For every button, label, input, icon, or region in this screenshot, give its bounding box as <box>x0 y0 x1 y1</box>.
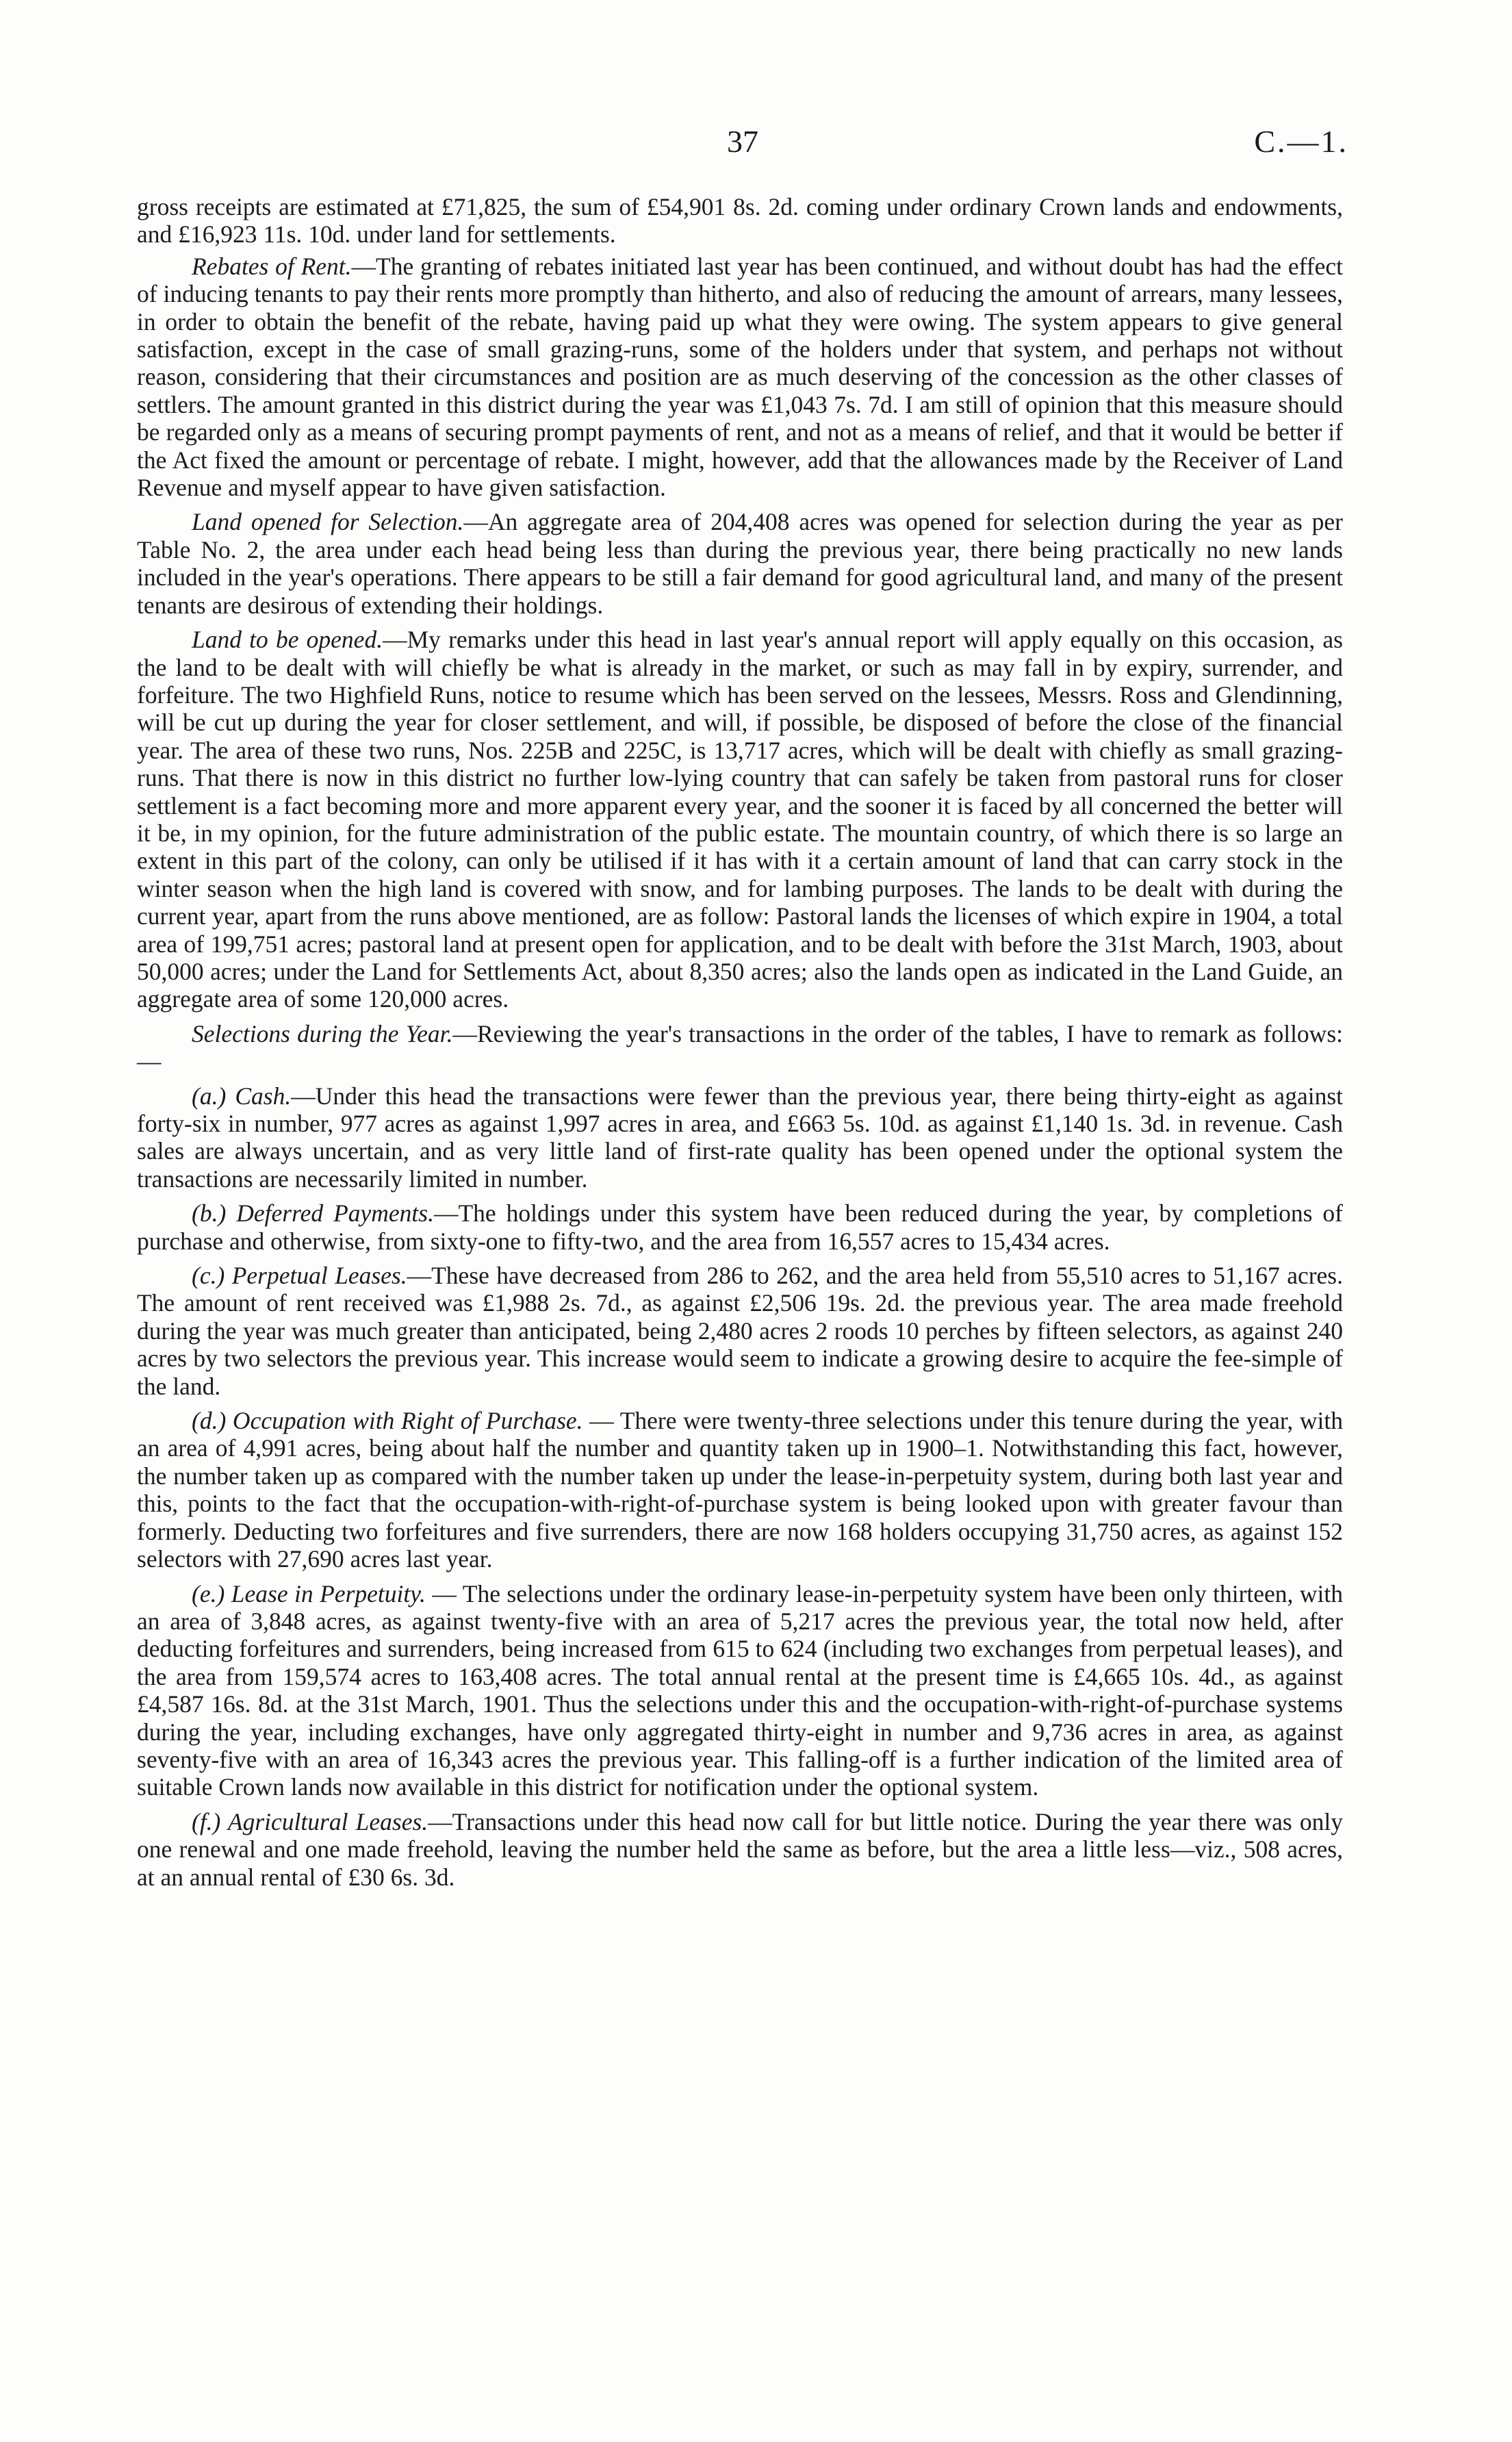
section-heading: Rebates of Rent. <box>192 252 352 280</box>
page-number: 37 <box>727 124 758 159</box>
paragraph-deferred-payments <box>137 1199 1343 1255</box>
section-heading: (c.) Perpetual Leases. <box>192 1262 407 1290</box>
paragraph-text: — There were twenty-three selections under this tenure during the year, with an area of 4,991 acres, being about half the number and quantity taken up in 1900–1. Notwithstanding this fact, however, the number taken up as compared with the number taken up under the lease-in-perpetuity system, during both last year and this, points to the fact that the occupation-with-right-of-purchase system is being looked upon with greater favour than formerly. Deducting two forfeitures and five surrenders, there are now 168 holders occupying 31,750 acres, as against 152 selectors with 27,690 acres last year. <box>137 1407 1343 1573</box>
section-heading: (b.) Deferred Payments. <box>192 1199 434 1228</box>
paragraph-text: —An aggregate area of 204,408 acres was opened for selection during the year as per Table No. 2, the area under each head being less than during the previous year, there being practically no new lands included in the year's operations. There appears to be still a fair demand for good agricultural land, and many of the present tenants are desirous of extending their holdings. <box>137 508 1344 619</box>
section-heading: (a.) Cash. <box>192 1082 292 1110</box>
body-text <box>137 193 1343 1895</box>
paragraph-text: —Under this head the transactions were fewer than the previous year, there being thirty-eight as against forty-six in number, 977 acres as against 1,997 acres in area, and £663 5s. 10d. as against £1,140 1s. 3d. in revenue. Cash sales are always uncertain, and as very little land of first-rate quality has been opened under the optional system the transactions are necessarily limited in number. <box>137 1082 1343 1193</box>
paragraph-selections-during-year <box>137 1020 1343 1076</box>
paragraph-cash <box>137 1082 1343 1193</box>
paragraph-occupation-right-of-purchase <box>137 1407 1343 1573</box>
section-heading: (d.) Occupation with Right of Purchase. <box>192 1407 583 1435</box>
section-heading: Land to be opened. <box>192 626 383 654</box>
section-heading: (f.) Agricultural Leases. <box>192 1807 428 1835</box>
paragraph-lease-in-perpetuity <box>137 1580 1343 1801</box>
paragraph-rebates-of-rent <box>137 253 1343 502</box>
section-heading: Land opened for Selection. <box>192 508 464 536</box>
paragraph-text: gross receipts are estimated at £71,825, the sum of £54,901 8s. 2d. coming under ordinary Crown lands and endowments, and £16,923 11s. 10d. under land for settlements. <box>137 193 1343 249</box>
paragraph-perpetual-leases <box>137 1262 1343 1400</box>
paragraph-land-opened-for-selection <box>137 508 1343 619</box>
paragraph-text: — The selections under the ordinary lease-in-perpetuity system have been only thirteen, with an area of 3,848 acres, as against twenty-five with an area of 5,217 acres the previous year, the total now held, after deducting forfeitures and surrenders, being increased from 615 to 624 (including two exchanges from perpetual leases), and the area from 159,574 acres to 163,408 acres. The total annual rental at the present time is £4,665 10s. 4d., as against £4,587 16s. 8d. at the 31st March, 1901. Thus the selections under this and the occupation-with-right-of-purchase systems during the year, including exchanges, have only aggregated thirty-eight in number and 9,736 acres in area, as against seventy-five with an area of 16,343 acres the previous year. This falling-off is a further indication of the limited area of suitable Crown lands now available in this district for notification under the optional system. <box>137 1579 1343 1801</box>
paragraph-agricultural-leases <box>137 1808 1343 1891</box>
section-heading: (e.) Lease in Perpetuity. <box>192 1579 426 1607</box>
paragraph-text: —These have decreased from 286 to 262, and the area held from 55,510 acres to 51,167 acres. The amount of rent received was £1,988 2s. 7d., as against £2,506 19s. 2d. the previous year. The area made freehold during the year was much greater than anticipated, being 2,480 acres 2 roods 10 perches by fifteen selectors, as against 240 acres by two selectors the previous year. This increase would seem to indicate a growing desire to acquire the fee-simple of the land. <box>137 1262 1343 1400</box>
paragraph-gross-receipts <box>137 193 1343 249</box>
paragraph-land-to-be-opened <box>137 626 1343 1013</box>
page-header <box>137 123 1348 171</box>
document-reference: C.—1. <box>1254 124 1348 159</box>
paragraph-text: —Reviewing the year's transactions in the order of the tables, I have to remark as follows:— <box>137 1019 1343 1076</box>
paragraph-text: —Transactions under this head now call for but little notice. During the year there was only one renewal and one made freehold, leaving the number held the same as before, but the area a little less—viz., 508 acres, at an annual rental of £30 6s. 3d. <box>137 1807 1343 1891</box>
paragraph-text: —My remarks under this head in last year's annual report will apply equally on this occasion, as the land to be dealt with will chiefly be what is already in the market, or such as may fall in by expiry, surrender, and forfeiture. The two Highfield Runs, notice to resume which has been served on the lessees, Messrs. Ross and Glendinning, will be cut up during the year for closer settlement, and will, if possible, be disposed of before the close of the financial year. The area of these two runs, Nos. 225B and 225C, is 13,717 acres, which will be dealt with chiefly as small grazing-runs. That there is now in this district no further low-lying country that can safely be taken from pastoral runs for closer settlement is a fact becoming more and more apparent every year, and the sooner it is faced by all concerned the better will it be, in my opinion, for the future administration of the public estate. The mountain country, of which there is so large an extent in this part of the colony, can only be utilised if it has with it a certain amount of land that can carry stock in the winter season when the high land is covered with snow, and for lambing purposes. The lands to be dealt with during the current year, apart from the runs above mentioned, are as follow: Pastoral lands the licenses of which expire in 1904, a total area of 199,751 acres; pastoral land at present open for application, and to be dealt with before the 31st March, 1903, about 50,000 acres; under the Land for Settlements Act, about 8,350 acres; also the lands open as indicated in the Land Guide, an aggregate area of some 120,000 acres. <box>137 626 1343 1013</box>
paragraph-text: —The holdings under this system have been reduced during the year, by completions of purchase and otherwise, from sixty-one to fifty-two, and the area from 16,557 acres to 15,434 acres. <box>137 1199 1343 1255</box>
paragraph-text: —The granting of rebates initiated last year has been continued, and without doubt has had the effect of inducing tenants to pay their rents more promptly than hitherto, and also of reducing the amount of arrears, many lessees, in order to obtain the benefit of the rebate, having paid up what they were owing. The system appears to give general satisfaction, except in the case of small grazing-runs, some of the holders under that system, and perhaps not without reason, considering that their circumstances and position are as much deserving of the concession as the other classes of settlers. The amount granted in this district during the year was £1,043 7s. 7d. I am still of opinion that this measure should be regarded only as a means of securing prompt payments of rent, and not as a means of relief, and that it would be better if the Act fixed the amount or percentage of rebate. I might, however, add that the allowances made by the Receiver of Land Revenue and myself appear to have given satisfaction. <box>137 252 1343 502</box>
section-heading: Selections during the Year. <box>192 1019 453 1047</box>
